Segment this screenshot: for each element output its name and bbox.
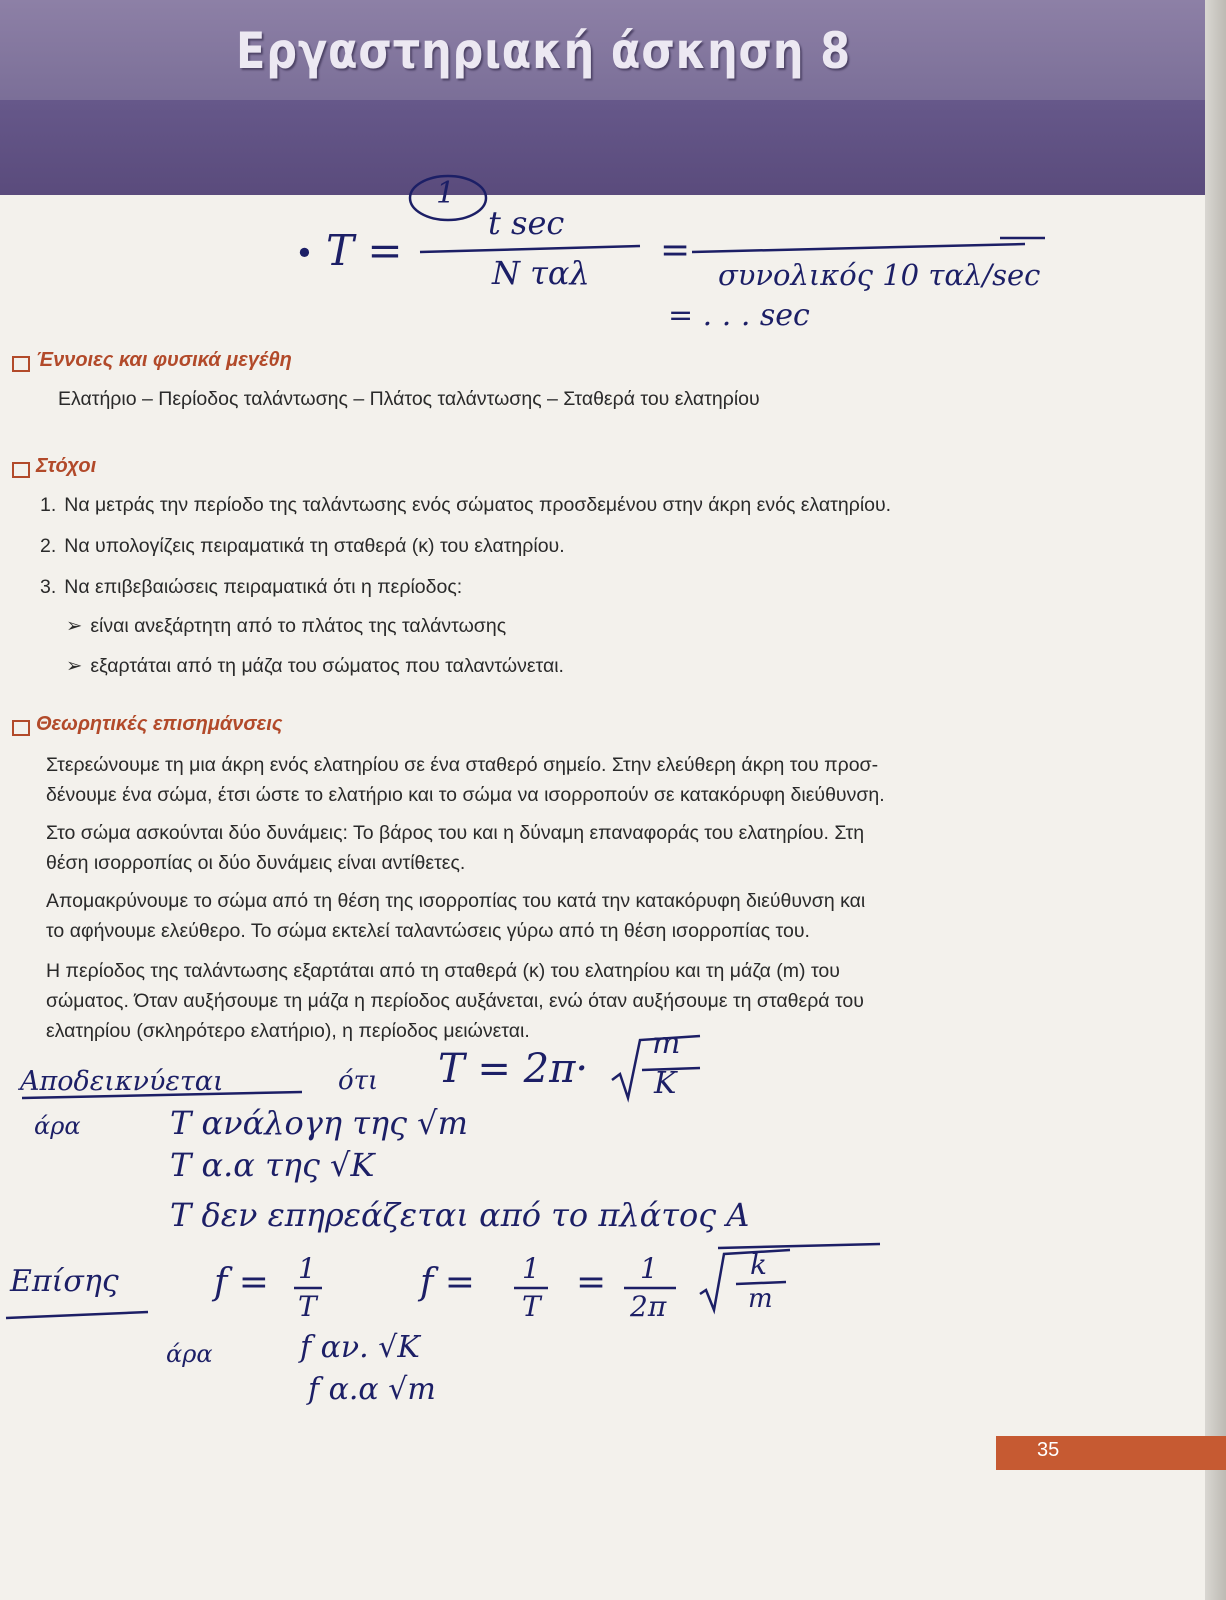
fraction-denominator: 2π bbox=[630, 1290, 667, 1323]
section-heading-theory: Θεωρητικές επισημάνσεις bbox=[36, 713, 283, 735]
goal-number: 1. bbox=[40, 494, 57, 516]
paragraph-line: Απομακρύνουμε το σώμα από τη θέση της ισορροπίας του κατά την κατακόρυφη διεύθυνση και bbox=[46, 890, 866, 912]
radical-denominator: m bbox=[748, 1284, 773, 1314]
paragraph-line: ελατηρίου (σκληρότερο ελατήριο), η περίοδος μειώνεται. bbox=[46, 1020, 530, 1042]
equals-sign: = bbox=[576, 1262, 607, 1303]
bullet-dot: • bbox=[295, 234, 314, 272]
proof-word: ότι bbox=[338, 1066, 379, 1096]
arrow-bullet-icon: ➢ bbox=[66, 655, 83, 677]
fraction-denominator: T bbox=[298, 1290, 317, 1323]
goal-text: Να μετράς την περίοδο της ταλάντωσης ενός σώματος προσδεμένου στην άκρη ενός ελατηρίου. bbox=[64, 494, 892, 516]
freq-formula-2: f = bbox=[420, 1262, 475, 1303]
equals-sign: = bbox=[660, 230, 691, 271]
therefore-label: άρα bbox=[166, 1340, 213, 1368]
subitem-text: εξαρτάται από τη μάζα του σώματος που ταλαντώνεται. bbox=[90, 655, 564, 677]
note-line: T α.α της √K bbox=[170, 1146, 375, 1184]
paragraph-line: Η περίοδος της ταλάντωσης εξαρτάται από τη σταθερά (κ) του ελατηρίου και τη μάζα (m) του bbox=[46, 960, 840, 982]
fraction-numerator: 1 bbox=[522, 1252, 540, 1285]
period-symbol: T = bbox=[326, 226, 403, 275]
fraction-numerator: 1 bbox=[298, 1252, 316, 1285]
goal-number: 2. bbox=[40, 535, 57, 557]
freq-formula-1: f = bbox=[214, 1262, 269, 1303]
note-line: f α.α √m bbox=[308, 1372, 436, 1407]
right-denominator: συνολικός 10 ταλ/sec bbox=[718, 258, 1041, 292]
note-line: T δεν επηρεάζεται από το πλάτος A bbox=[170, 1196, 750, 1234]
paragraph-line: δένουμε ένα σώμα, έτσι ώστε το ελατήριο και το σώμα να ισορροπούν σε κατακόρυφη διεύθυνση. bbox=[46, 784, 885, 806]
goal-text: Να επιβεβαιώσεις πειραματικά ότι η περίοδος: bbox=[64, 576, 463, 598]
numerator: t sec bbox=[488, 204, 565, 242]
paragraph-line: το αφήνουμε ελεύθερο. Το σώμα εκτελεί ταλαντώσεις γύρω από τη θέση ισορροπίας του. bbox=[46, 920, 810, 942]
period-formula: T = 2π· bbox=[438, 1046, 589, 1092]
circled-number: 1 bbox=[436, 176, 456, 211]
paragraph-line: Στο σώμα ασκούνται δύο δυνάμεις: Το βάρος του και η δύναμη επαναφοράς του ελατηρίου. Στη bbox=[46, 822, 865, 844]
denominator: N ταλ bbox=[492, 254, 590, 292]
note-line: T ανάλογη της √m bbox=[170, 1104, 468, 1142]
paragraph-line: θέση ισορροπίας οι δύο δυνάμεις είναι αντίθετες. bbox=[46, 852, 466, 874]
subitem-text: είναι ανεξάρτητη από το πλάτος της ταλάντωσης bbox=[90, 615, 507, 637]
formula-numerator: m bbox=[652, 1026, 681, 1061]
fraction-numerator: 1 bbox=[640, 1252, 658, 1285]
paragraph-line: Στερεώνουμε τη μια άκρη ενός ελατηρίου σε ένα σταθερό σημείο. Στην ελεύθερη άκρη του προσ- bbox=[46, 754, 879, 776]
goal-number: 3. bbox=[40, 576, 57, 598]
result: = . . . sec bbox=[668, 298, 810, 333]
also-label: Επίσης bbox=[10, 1264, 119, 1299]
fraction-denominator: T bbox=[522, 1290, 541, 1323]
radical-numerator: k bbox=[750, 1248, 767, 1281]
page-number-band bbox=[996, 1436, 1226, 1470]
formula-denominator: K bbox=[654, 1066, 677, 1101]
arrow-bullet-icon: ➢ bbox=[66, 615, 83, 637]
goal-text: Να υπολογίζεις πειραματικά τη σταθερά (κ) του ελατηρίου. bbox=[64, 535, 565, 557]
page-number: 35 bbox=[1037, 1439, 1060, 1461]
concepts-text: Ελατήριο – Περίοδος ταλάντωσης – Πλάτος ταλάντωσης – Σταθερά του ελατηρίου bbox=[58, 388, 760, 410]
page-title: Εργαστηριακή άσκηση 8 bbox=[236, 22, 851, 80]
section-heading-concepts: Έννοιες και φυσικά μεγέθη bbox=[36, 349, 292, 371]
paragraph-line: σώματος. Όταν αυξήσουμε τη μάζα η περίοδος αυξάνεται, ενώ όταν αυξήσουμε τη σταθερά του bbox=[46, 990, 864, 1012]
section-heading-goals: Στόχοι bbox=[36, 455, 97, 477]
note-line: f αν. √K bbox=[300, 1330, 420, 1365]
therefore-label: άρα bbox=[34, 1112, 81, 1140]
proof-label: Αποδεικνύεται bbox=[20, 1066, 224, 1097]
